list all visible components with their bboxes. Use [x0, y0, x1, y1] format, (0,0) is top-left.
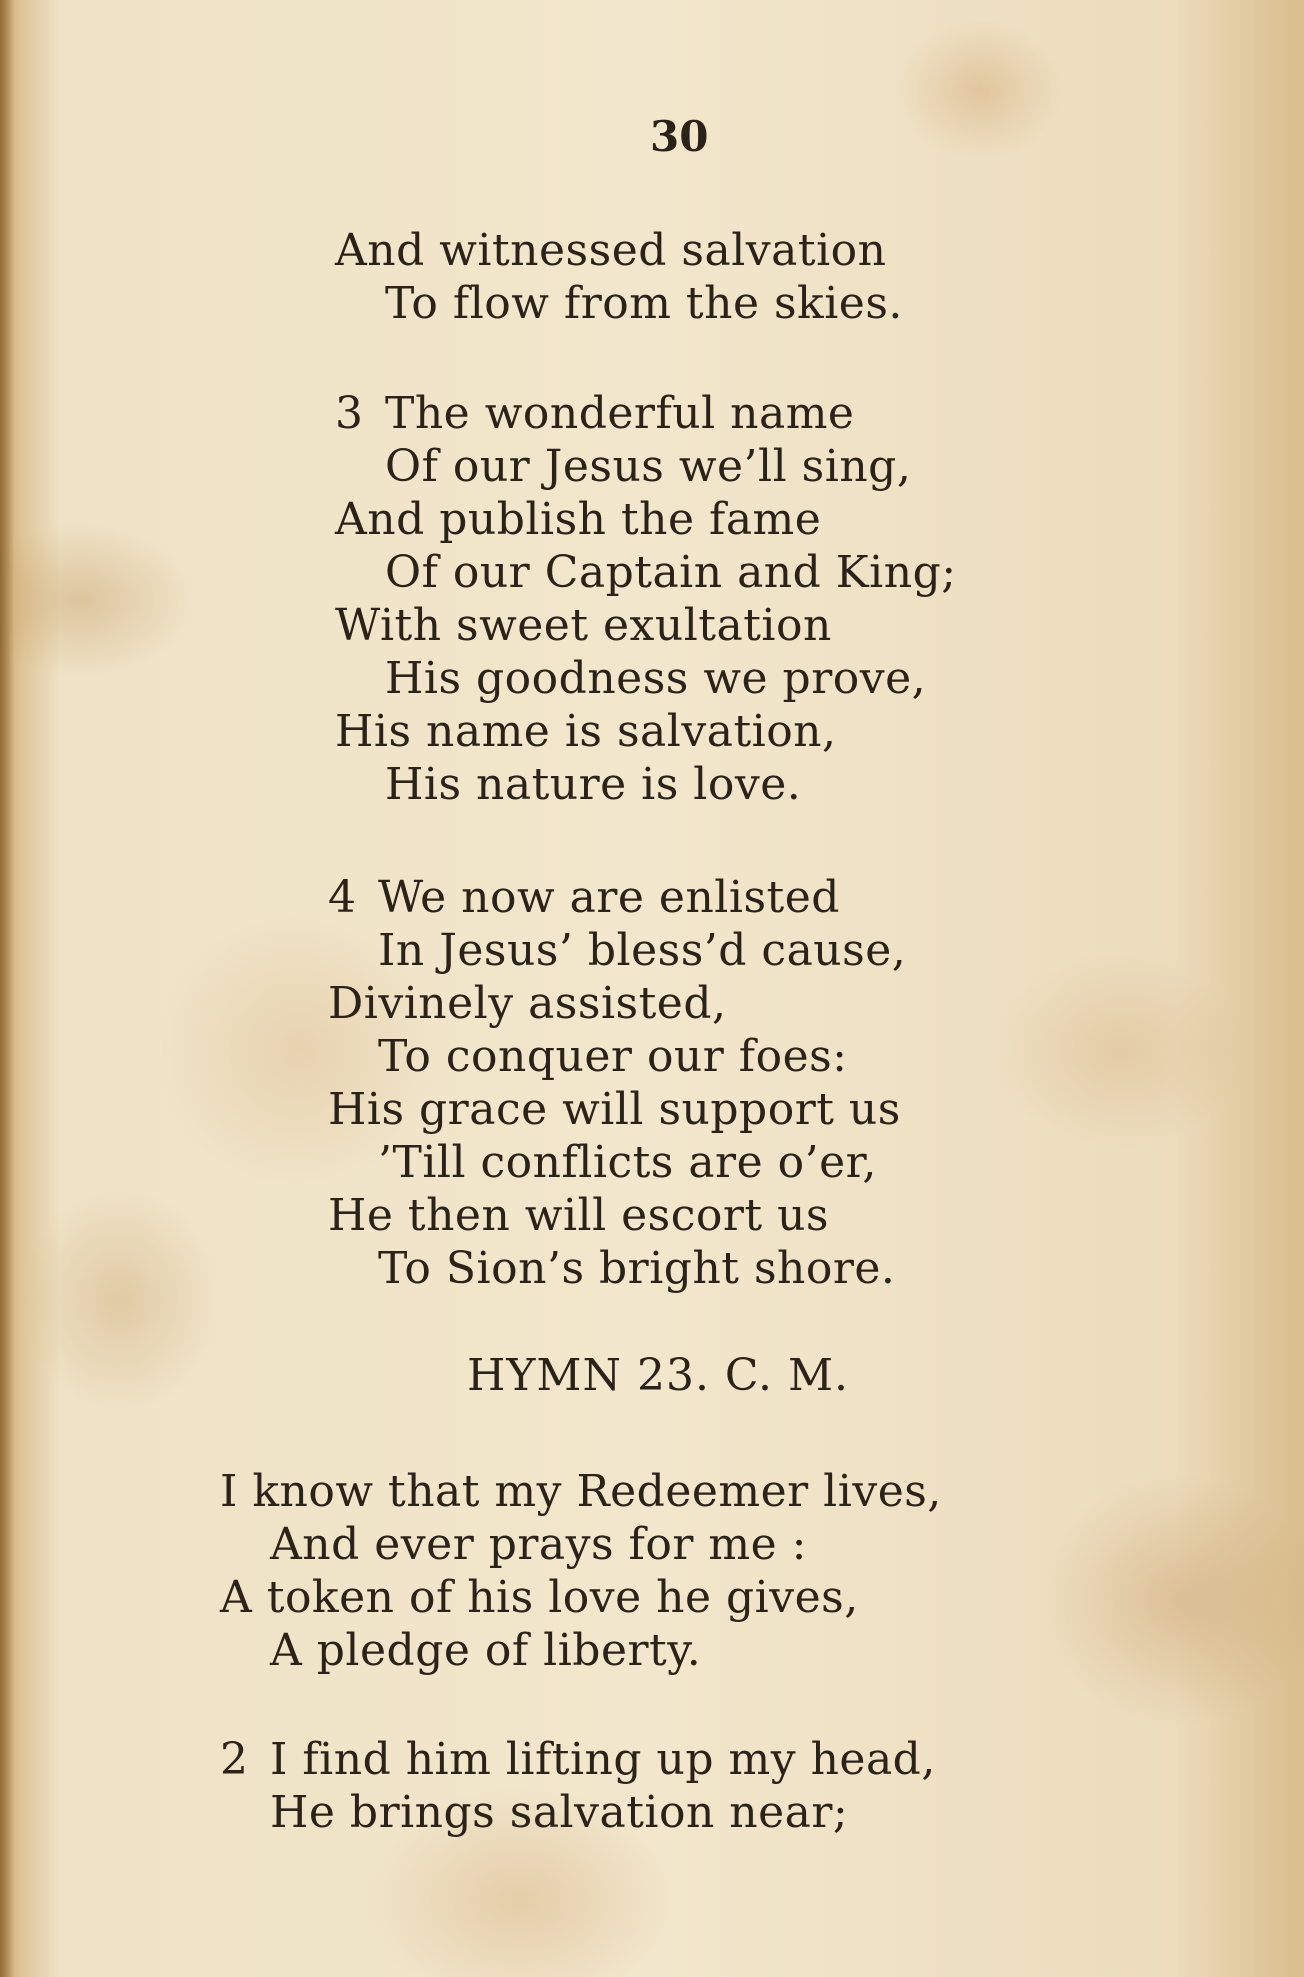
verse-line: A token of his love he gives,: [220, 1572, 859, 1623]
verse-line: A pledge of liberty.: [270, 1625, 702, 1676]
verse-line: His nature is love.: [385, 759, 802, 810]
verse-4: [328, 871, 906, 1295]
verse-line: With sweet exultation: [335, 600, 832, 651]
verse-line: 2 I find him lifting up my head,: [220, 1734, 936, 1785]
verse-line: He then will escort us: [328, 1190, 830, 1241]
page-number: 30: [650, 112, 709, 161]
verse-line: 3 The wonderful name: [335, 388, 855, 439]
verse-line: Of our Jesus we’ll sing,: [385, 441, 912, 492]
hymn-23-verse-2: [220, 1733, 936, 1839]
continuation-stanza: [335, 224, 903, 330]
verse-line: And ever prays for me :: [270, 1519, 807, 1570]
verse-line: To Sion’s bright shore.: [378, 1243, 896, 1294]
verse-line: To conquer our foes:: [378, 1031, 848, 1082]
hymn-title: HYMN 23. C. M.: [467, 1350, 850, 1401]
verse-line: Of our Captain and King;: [385, 547, 957, 598]
verse-number: 3: [335, 388, 364, 439]
verse-line: In Jesus’ bless’d cause,: [378, 925, 907, 976]
verse-number: 2: [220, 1734, 249, 1785]
verse-number: 4: [328, 872, 357, 923]
verse-line: ’Till conflicts are o’er,: [378, 1137, 877, 1188]
verse-line: And publish the fame: [335, 494, 822, 545]
verse-line: And witnessed salvation: [335, 225, 887, 276]
verse-3: [335, 387, 957, 811]
verse-line: He brings salvation near;: [270, 1787, 849, 1838]
verse-line: Divinely assisted,: [328, 978, 727, 1029]
verse-line: His name is salvation,: [335, 706, 837, 757]
verse-line: I know that my Redeemer lives,: [220, 1466, 942, 1517]
verse-line: His grace will support us: [328, 1084, 901, 1135]
hymn-23-verse-1: [220, 1465, 942, 1677]
verse-line: His goodness we prove,: [385, 653, 927, 704]
verse-line: 4 We now are enlisted: [328, 872, 840, 923]
verse-line: To flow from the skies.: [385, 278, 903, 329]
